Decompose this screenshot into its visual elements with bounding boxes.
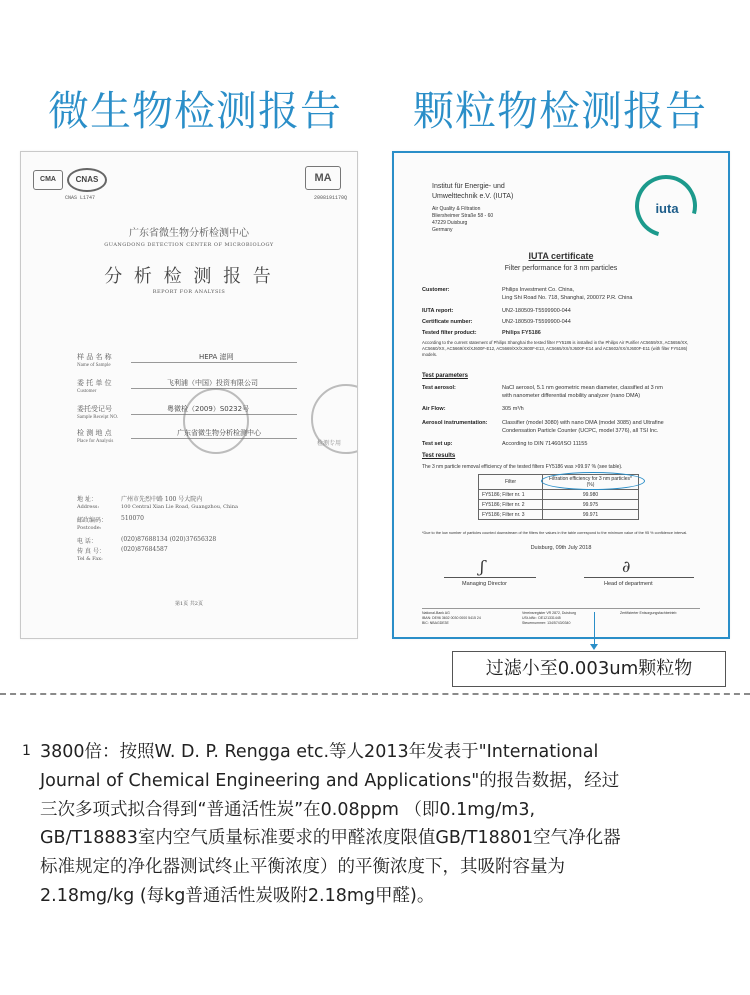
ma-code: 2008191170Q xyxy=(313,195,347,201)
ma-logo: MA xyxy=(305,166,341,190)
param-value: Classifier (model 3080) with nano DMA (model 3085) and Ultrafine xyxy=(502,420,664,426)
param-value: 305 m³/h xyxy=(502,406,524,412)
callout-label: 过滤小至0.003um颗粒物 xyxy=(452,651,726,687)
fax-label: 传 真 号： xyxy=(77,548,105,555)
table-row xyxy=(479,490,639,500)
note-line: 三次多项式拟合得到“普通活性炭”在0.08ppm （即0.1mg/m3, xyxy=(40,799,536,820)
statement-text: According to the current statement of Philips Shanghai the tested filter FY5186 is installed in the Philips Air Purifier AC5659/XX, AC5656/XX, AC5660/XX, AC5669/XX/XJ600F-E12, AC5669/XX/XJ600F-E13, AC5665/XX/XJ600F-E14 and AC5602/XX/XJ600F-E11 (with filter FY5186) models. xyxy=(422,340,689,357)
org-name-en: GUANGDONG DETECTION CENTER OF MICROBIOLOGY xyxy=(104,242,274,248)
register-line: Steuernummer: 134/5743/0340 xyxy=(522,621,571,625)
product-label: Tested filter product: xyxy=(422,330,477,336)
cnas-logo: CNAS xyxy=(67,168,107,192)
iuta-logo: iuta xyxy=(655,201,679,216)
address-value: 广州市先烈中路 100 号大院内 xyxy=(121,496,203,503)
note-line: 2.18mg/kg (每kg普通活性炭吸附2.18mg甲醛)。 xyxy=(40,885,435,906)
report-value: UN2-180509-T5599900-044 xyxy=(502,308,571,314)
microbiology-report-image xyxy=(20,151,358,639)
field-label-en: Sample Receipt NO. xyxy=(77,415,119,420)
table-cell: FY5186; Filter nr. 3 xyxy=(479,510,543,520)
head-of-department-label: Head of department xyxy=(604,581,653,587)
customer-value: Philips Investment Co. China, xyxy=(502,287,575,293)
footer-divider xyxy=(422,608,700,609)
address-value-en: 100 Central Xian Lie Road, Guangzhou, China xyxy=(121,504,238,510)
note-number: 1 xyxy=(22,743,31,759)
phone-label: 电 话： xyxy=(77,538,97,545)
param-label: Test aerosol: xyxy=(422,385,456,391)
particle-report-heading: 颗粒物检测报告 xyxy=(413,87,707,135)
field-value: HEPA 滤网 xyxy=(199,353,234,361)
param-label: Aerosol instrumentation: xyxy=(422,420,488,426)
signature-line xyxy=(444,577,536,578)
field-label-cn: 样 品 名 称 xyxy=(77,353,112,361)
table-row xyxy=(479,510,639,520)
iuta-certificate-image xyxy=(392,151,730,639)
bank-line: IBAN: DE96 3602 0030 0000 5415 24 xyxy=(422,616,481,620)
callout-connector-line xyxy=(594,612,595,646)
footnote-text: *Due to the low number of particles counted downstream of the filters the values in the table correspond to the minimum value of the 95 % confidence interval. xyxy=(422,531,688,535)
institute-name-line: Umwelttechnik e.V. (IUTA) xyxy=(432,193,514,200)
certificate-number-value: UN2-180509-T5599900-044 xyxy=(502,319,571,325)
cnas-code: CNAS L1747 xyxy=(65,195,96,201)
field-value: 飞利浦（中国）投资有限公司 xyxy=(167,379,258,387)
certificate-number-label: Certificate number: xyxy=(422,319,473,325)
managing-director-label: Managing Director xyxy=(462,581,507,587)
note-line: 标准规定的净化器测试终止平衡浓度）的平衡浓度下，其吸附容量为 xyxy=(40,857,565,878)
field-label-en: Name of Sample xyxy=(77,363,111,368)
report-label: IUTA report: xyxy=(422,308,454,314)
note-line: 3800倍：按照W. D. P. Rengga etc.等人2013年发表于"International xyxy=(40,742,599,762)
param-value: NaCl aerosol, 5.1 nm geometric mean diameter, classified at 3 nm xyxy=(502,385,663,391)
table-row xyxy=(479,500,639,510)
field-label-cn: 委 托 单 位 xyxy=(77,379,112,387)
certificate-date: Duisburg, 09th July 2018 xyxy=(530,545,592,551)
test-parameters-heading: Test parameters xyxy=(422,373,468,379)
table-cell: FY5186; Filter nr. 1 xyxy=(479,490,543,500)
field-label-en: Customer xyxy=(77,389,97,394)
table-cell: 99.975 xyxy=(543,500,639,510)
table-cell: FY5186; Filter nr. 2 xyxy=(479,500,543,510)
signature-line xyxy=(584,577,694,578)
param-value: with nanometer differential mobility analyzer (nano DMA) xyxy=(502,393,641,399)
table-header-cell: Filter xyxy=(479,475,543,490)
field-value: 广东省微生物分析检测中心 xyxy=(177,429,261,437)
head-signature: ∂ xyxy=(622,557,631,576)
institute-address-line: 47229 Duisburg xyxy=(432,220,468,226)
efficiency-highlight-oval xyxy=(541,472,645,490)
field-label-en: Place for Analysis xyxy=(77,439,114,444)
customer-label: Customer: xyxy=(422,287,450,293)
field-value: 粤微检（2009）S0232号 xyxy=(167,405,250,413)
certificate-title: IUTA certificate xyxy=(528,251,594,261)
institute-address-line: Germany xyxy=(432,227,453,233)
param-label: Air Flow: xyxy=(422,406,446,412)
note-line: GB/T18883室内空气质量标准要求的甲醛浓度限值GB/T18801空气净化器 xyxy=(40,828,621,849)
postcode-label-en: Postcode: xyxy=(77,525,102,531)
field-label-cn: 委托受记号 xyxy=(77,405,112,413)
phone-value: (020)87688134 (020)37656328 xyxy=(121,536,217,543)
results-text: The 3 nm particle removal efficiency of the tested filters FY5186 was >99.97 % (see table). xyxy=(422,464,623,470)
customer-address: Ling Shi Road No. 718, Shanghai, 200072 P.R. China xyxy=(502,295,633,301)
note-text xyxy=(40,738,730,911)
field-label-cn: 检 测 地 点 xyxy=(77,429,112,437)
callout-arrow-icon xyxy=(590,644,598,650)
table-cell: 99.980 xyxy=(543,490,639,500)
fax-value: (020)87684587 xyxy=(121,546,168,553)
table-header-cell: Filtration efficiency for 3 nm particles* (%) xyxy=(543,475,639,490)
note-line: Journal of Chemical Engineering and Applications"的报告数据，经过 xyxy=(40,770,620,791)
dashed-divider xyxy=(0,693,750,695)
red-seal-stamp xyxy=(183,388,249,454)
field-underline xyxy=(131,362,297,363)
institute-address-line: Bliersheimer Straße 58 - 60 xyxy=(432,213,494,219)
register-line: Vereinsregister VR 2872, Duisburg xyxy=(522,611,576,615)
product-value: Philips FY5186 xyxy=(502,330,541,336)
test-results-heading: Test results xyxy=(422,453,456,459)
bank-line: National-Bank AG xyxy=(422,611,450,615)
cma-logo: CMA xyxy=(33,170,63,190)
certification-line: Zertifizierter Entsorgungsfachbetrieb xyxy=(620,611,677,615)
report-title-cn: 分 析 检 测 报 告 xyxy=(104,266,274,287)
certificate-subtitle: Filter performance for 3 nm particles xyxy=(504,265,618,272)
institute-address-line: Air Quality & Filtration xyxy=(432,206,481,212)
microbiology-report-heading: 微生物检测报告 xyxy=(48,87,342,135)
page-number: 第1页 共2页 xyxy=(175,601,203,607)
org-name-cn: 广东省微生物分析检测中心 xyxy=(129,228,249,239)
postcode-value: 510070 xyxy=(121,515,144,522)
param-label: Test set up: xyxy=(422,441,453,447)
postcode-label: 邮政编码： xyxy=(77,517,108,524)
director-signature: ʃ xyxy=(480,557,485,576)
inspection-seal-text: 检测专用 xyxy=(317,440,342,447)
table-cell: 99.971 xyxy=(543,510,639,520)
param-value: Condensation Particle Counter (UCPC, model 3776), all TSI Inc. xyxy=(502,428,659,434)
institute-name-line: Institut für Energie- und xyxy=(432,183,505,190)
register-line: USt-IdNr.: DE121331445 xyxy=(522,616,561,620)
tel-fax-label: Tel & Fax: xyxy=(77,556,103,562)
report-title-en: REPORT FOR ANALYSIS xyxy=(152,289,226,295)
address-label-en: Address: xyxy=(77,504,100,510)
param-value: According to DIN 71460/ISO 11155 xyxy=(502,441,588,447)
address-label: 地 址： xyxy=(77,496,97,503)
bank-line: BIC: NBAGDE3E xyxy=(422,621,449,625)
